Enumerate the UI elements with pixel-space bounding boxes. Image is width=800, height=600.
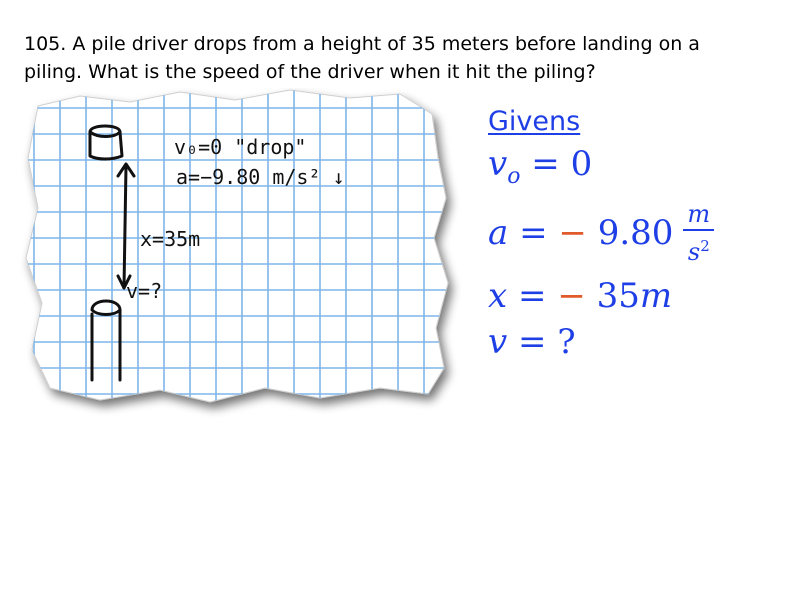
var-a: a xyxy=(488,213,509,253)
value-a: 9.80 xyxy=(597,213,674,253)
given-displacement xyxy=(488,276,788,320)
problem-statement xyxy=(24,30,784,86)
equals-sign: = xyxy=(518,276,547,316)
given-initial-velocity xyxy=(488,144,788,188)
unit-fraction xyxy=(683,201,714,265)
note-acceleration: a=−9.80 m/s² ↓ xyxy=(176,165,345,189)
value-unknown: ? xyxy=(557,322,576,362)
problem-line-1: 105. A pile driver drops from a height of 35 meters before landing on a xyxy=(24,33,700,55)
givens-heading: Givens xyxy=(488,106,581,137)
negative-sign: − xyxy=(558,213,587,253)
note-final-velocity: v=? xyxy=(126,279,163,303)
unit-numerator: m xyxy=(687,200,711,228)
drop-arrow xyxy=(124,166,126,288)
negative-sign: − xyxy=(557,276,586,316)
equals-sign: = xyxy=(519,213,548,253)
unit-denominator: $s^2$ xyxy=(687,237,710,266)
problem-line-2: piling. What is the speed of the driver when it hit the piling? xyxy=(24,61,596,83)
note-initial-velocity: v₀=0 "drop" xyxy=(174,135,307,159)
var-v: v xyxy=(488,144,508,184)
givens-panel xyxy=(488,104,788,366)
equals-sign: = xyxy=(518,322,547,362)
var-v: v xyxy=(488,322,508,362)
subscript-o: o xyxy=(507,164,521,189)
value-x: 35 xyxy=(596,276,640,316)
given-final-velocity xyxy=(488,322,788,366)
unit-m: m xyxy=(639,276,673,316)
equals-sign: = xyxy=(531,144,560,184)
graph-paper-sketch xyxy=(20,88,468,430)
given-acceleration xyxy=(488,194,788,272)
var-x: x xyxy=(488,276,508,316)
value-v0: 0 xyxy=(570,144,593,184)
note-displacement: x=35m xyxy=(140,227,201,251)
